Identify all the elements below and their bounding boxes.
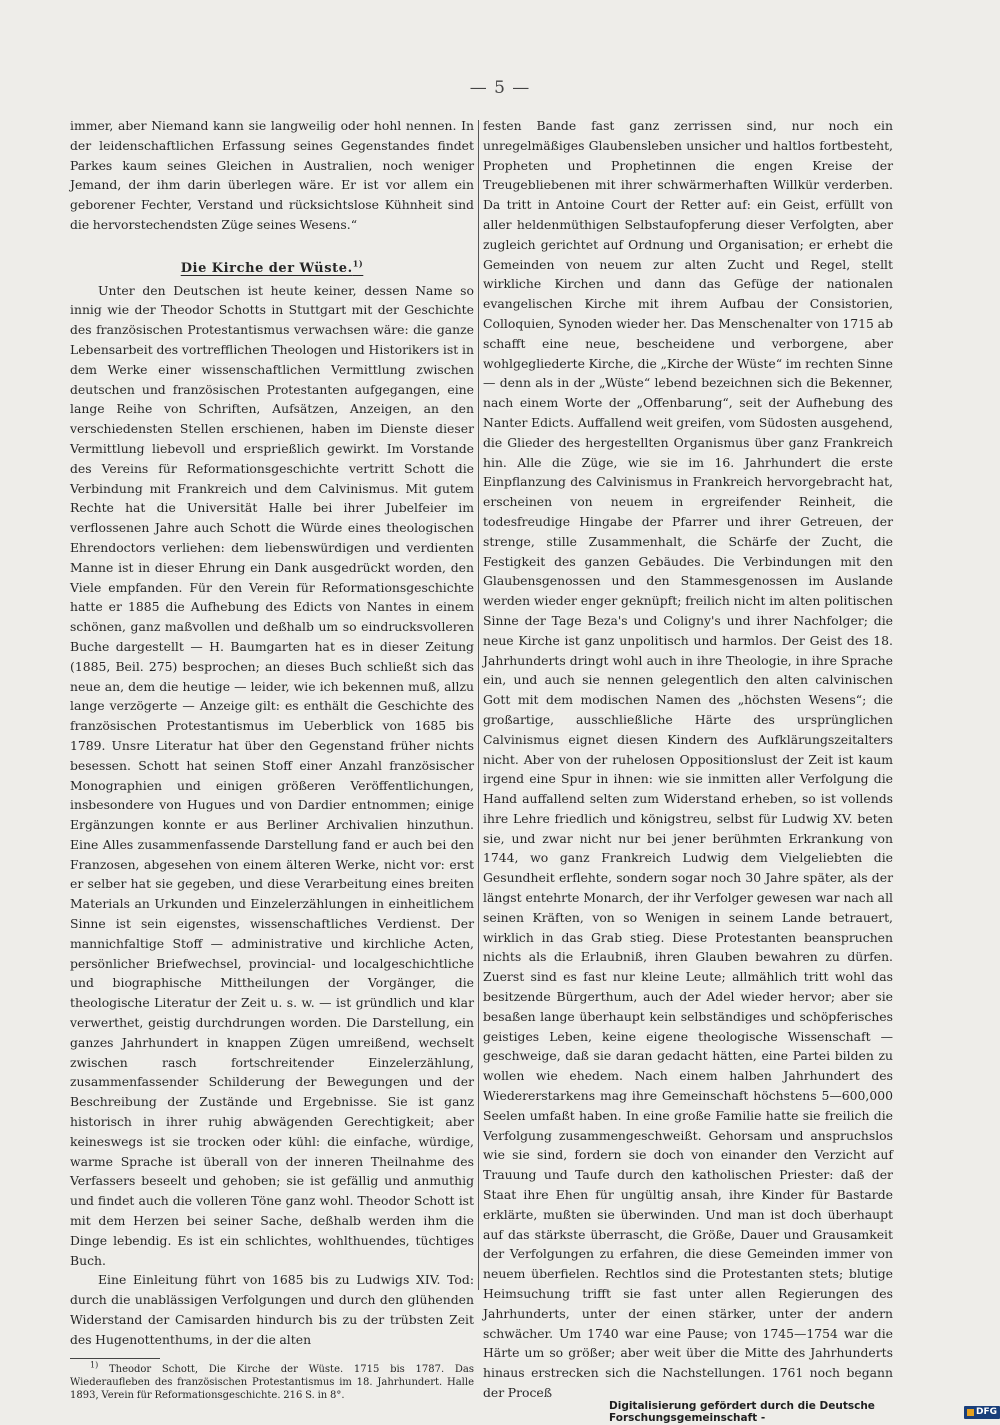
section-heading (70, 259, 474, 279)
funding-text: Digitalisierung gefördert durch die Deutsche Forschungsgemeinschaft - (609, 1400, 875, 1424)
dfg-logo-mark (967, 1409, 974, 1416)
footnote-rule (70, 1358, 160, 1359)
footnote-mark: 1) (90, 1360, 99, 1370)
footnote-text: Theodor Schott, Die Kirche der Wüste. 1715 bis 1787. Das Wiederaufleben des französischen Protestantismus im 18. Jahrhundert. Halle 1893, Verein für Reformationsgeschichte. 216 S. in 8°. (70, 1363, 474, 1402)
right-column (483, 116, 893, 1403)
body-paragraph-1: Unter den Deutschen ist heute keiner, dessen Name so innig wie der Theodor Schotts in Stuttgart mit der Geschichte des französischen Protestantismus verwachsen wäre: die ganze Lebensarbeit des vortrefflichen Theologen und Historikers ist in dem Werke einer wissenschaftlichen Vermittlung zwischen deutschen und französischen Protestanten aufgegangen, eine lange Reihe von Schriften, Aufsätzen, Anzeigen, an den verschiedensten Stellen erschienen, haben im Dienste dieser Vermittlung liebevoll und ersprießlich gewirkt. Im Vorstande des Vereins für Reformationsgeschichte vertritt Schott die Verbindung mit Frankreich und dem Calvinismus. Mit gutem Rechte hat die Universität Halle bei ihrer Jubelfeier im verflossenen Jahre auch Schott die Würde eines theologischen Ehrendoctors verliehen: dem liebenswürdigen und verdienten Manne ist in dieser Ehrung ein Dank ausgedrückt worden, den Viele empfanden. Für den Verein für Reformationsgeschichte hatte er 1885 die Aufhebung des Edicts von Nantes in einem schönen, ganz maßvollen und deßhalb um so eindrucksvolleren Buche dargestellt — H. Baumgarten hat es in dieser Zeitung (1885, Beil. 275) besprochen; an dieses Buch schließt sich das neue an, dem die heutige — leider, wie ich bekennen muß, allzu lange verzögerte — Anzeige gilt: es enthält die Geschichte des französischen Protestantismus im Ueberblick von 1685 bis 1789. Unsre Literatur hat über den Gegenstand früher nichts besessen. Schott hat seinen Stoff einer Anzahl französischer Monographien und einigen größeren Veröffentlichungen, insbesondere von Hugues und von Dardier entnommen; einige Ergänzungen konnte er aus Berliner Archivalien hinzuthun. Eine Alles zusammenfassende Darstellung fand er auch bei den Franzosen, abgesehen von einem älteren Werke, nicht vor: erst er selber hat sie gegeben, und diese Verarbeitung eines breiten Materials an Urkunden und Einzelerzählungen in einheitlichem Sinne ist sein eigenstes, wissenschaftliches Verdienst. Der mannichfaltige Stoff — administrative und kirchliche Acten, persönlicher Briefwechsel, provincial- und localgeschichtliche und biographische Mittheilungen der Vorgänger, die theologische Literatur der Zeit u. s. w. — ist gründlich und klar verwerthet, geistig durchdrungen worden. Die Darstellung, ein ganzes Jahrhundert in knappen Zügen umreißend, wechselt zwischen rasch fortschreitender Einzelerzählung, zusammenfassender Schilderung der Bewegungen und der Beschreibung der Zustände und Ergebnisse. Sie ist ganz historisch in ihrer ruhig abwägenden Gerechtigkeit; aber keineswegs ist sie trocken oder kühl: die einfache, würdige, warme Sprache ist überall von der inneren Theilnahme des Verfassers beseelt und gehoben; sie ist gefällig und anmuthig und findet auch die volleren Töne ganz wohl. Theodor Schott ist mit dem Herzen bei seiner Sache, deßhalb werden ihm die Dinge lebendig. Es ist ein schlichtes, wohlthuendes, tüchtiges Buch. (70, 282, 474, 1268)
funding-footer (609, 1400, 1000, 1424)
right-column-text: festen Bande fast ganz zerrissen sind, nur noch ein unregelmäßiges Glaubensleben unsicher und haltlos fortbesteht, Propheten und Prophetinnen die engen Kreise der Treugebliebenen mit ihrer schwärmerhaften Willkür verderben. Da tritt in Antoine Court der Retter auf: ein Geist, erfüllt von aller heldenmüthigen Selbstaufopferung dieser Verfolgten, aber zugleich gerichtet auf Ordnung und Organisation; er erhebt die Gemeinden von neuem zur alten Zucht und Regel, stellt wirkliche Kirchen und dann das Gefüge der nationalen evangelischen Kirche mit ihrem Aufbau der Consistorien, Colloquien, Synoden wieder her. Das Menschenalter von 1715 ab schafft eine neue, bescheidene und verborgene, aber wohlgegliederte Kirche, die „Kirche der Wüste“ im rechten Sinne — denn als in der „Wüste“ lebend bezeichnen sich die Bekenner, nach einem Worte der „Offenbarung“, seit der Aufhebung des Nanter Edicts. Auffallend weit greifen, vom Südosten ausgehend, die Glieder des hergestellten Organismus über ganz Frankreich hin. Alle die Züge, wie sie im 16. Jahrhundert die erste Einpflanzung des Calvinismus in Frankreich hervorgebracht hat, erscheinen von neuem in ergreifender Reinheit, die todesfreudige Hingabe der Pfarrer und ihrer Getreuen, der strenge, stille Zusammenhalt, die Schärfe der Zucht, die Festigkeit des ganzen Gebäudes. Die Verbindungen mit den Glaubensgenossen und den Stammesgenossen im Auslande werden wieder enger geknüpft; freilich nicht im alten politischen Sinne der Tage Beza's und Coligny's und ihrer Nachfolger; die neue Kirche ist ganz unpolitisch und harmlos. Der Geist des 18. Jahrhunderts dringt wohl auch in ihre Theologie, in ihre Sprache ein, und auch sie nennen gelegentlich den alten calvinischen Gott mit dem modischen Namen des „höchsten Wesens“; die großartige, ausschließliche Härte des ursprünglichen Calvinismus eignet diesen Kindern des Aufklärungszeitalters nicht. Aber von der ruhelosen Oppositionslust der Zeit ist kaum irgend eine Spur in ihnen: wie sie inmitten aller Verfolgung die Hand auffallend selten zum Widerstand erheben, so ist vollends ihre Lehre friedlich und königstreu, selbst für Ludwig XV. beten sie, und zwar nicht nur bei jener berühmten Erkrankung von 1744, wo ganz Frankreich Ludwig dem Vielgeliebten die Gesundheit erflehte, sondern sogar noch 30 Jahre später, als der längst entehrte Monarch, der ihr Verfolger gewesen war nach all seinen Kräften, von so Wenigen in seinem Lande betrauert, wirklich in das Grab stieg. Diese Protestanten beanspruchen nichts als die Erlaubniß, ihren Glauben bewahren zu dürfen. Zuerst sind es fast nur kleine Leute; allmählich tritt wohl das besitzende Bürgerthum, auch der Adel wieder hervor; aber sie besaßen lange überhaupt kein selbständiges und schöpferisches geistiges Leben, keine eigene theologische Wissenschaft — geschweige, daß sie daran gedacht hätten, eine Partei bilden zu wollen wie ehedem. Nach einem halben Jahrhundert des Wiedererstarkens mag ihre Gemeinschaft höchstens 5—600,000 Seelen umfaßt haben. In eine große Familie hatte sie freilich die Verfolgung zusammengeschweißt. Gehorsam und anspruchslos wie sie sind, fordern sie doch von einander den Verzicht auf Trauung und Taufe durch den katholischen Priester: daß der Staat ihre Ehen für ungültig ansah, ihre Kinder für Bastarde erklärte, mußten sie überwinden. Und man ist doch überhaupt auf das stärkste überrascht, die Größe, Dauer und Grausamkeit der Verfolgungen zu erfahren, die diese Gemeinden immer von neuem überfielen. Rechtlos sind die Protestanten stets; blutige Heimsuchung trifft sie fast unter allen Regierungen des Jahrhunderts, unter der einen stärker, unter der andern schwächer. Um 1740 war eine Pause; von 1745—1754 war die Härte um so größer; aber weit über die Mitte des Jahrhunderts hinaus erstrecken sich die Nachstellungen. 1761 noch begann der Proceß (483, 118, 893, 1400)
heading-footnote-mark: 1) (352, 258, 364, 269)
dfg-logo-text: DFG (975, 1407, 997, 1417)
body-paragraph-2: Eine Einleitung führt von 1685 bis zu Ludwigs XIV. Tod: durch die unablässigen Verfolgungen und durch den glühenden Widerstand der Camisarden hindurch bis zu der trübsten Zeit des Hugenottenthums, in der die alten (70, 1272, 474, 1347)
footnote (70, 1360, 474, 1403)
left-column (70, 116, 474, 1403)
column-divider (478, 120, 479, 1290)
dfg-logo (964, 1406, 1000, 1419)
intro-paragraph: immer, aber Niemand kann sie langweilig oder hohl nennen. In der leidenschaftlichen Erfassung seines Gegenstandes findet Parkes kaum seines Gleichen in Australien, noch weniger Jemand, der ihm darin überlegen wäre. Er ist vor allem ein geborener Fechter, Verstand und rücksichtslose Kühnheit sind die hervorstechendsten Züge seines Wesens.“ (70, 118, 474, 232)
section-heading-text: Die Kirche der Wüste. (180, 260, 353, 276)
page-number: — 5 — (469, 78, 531, 98)
